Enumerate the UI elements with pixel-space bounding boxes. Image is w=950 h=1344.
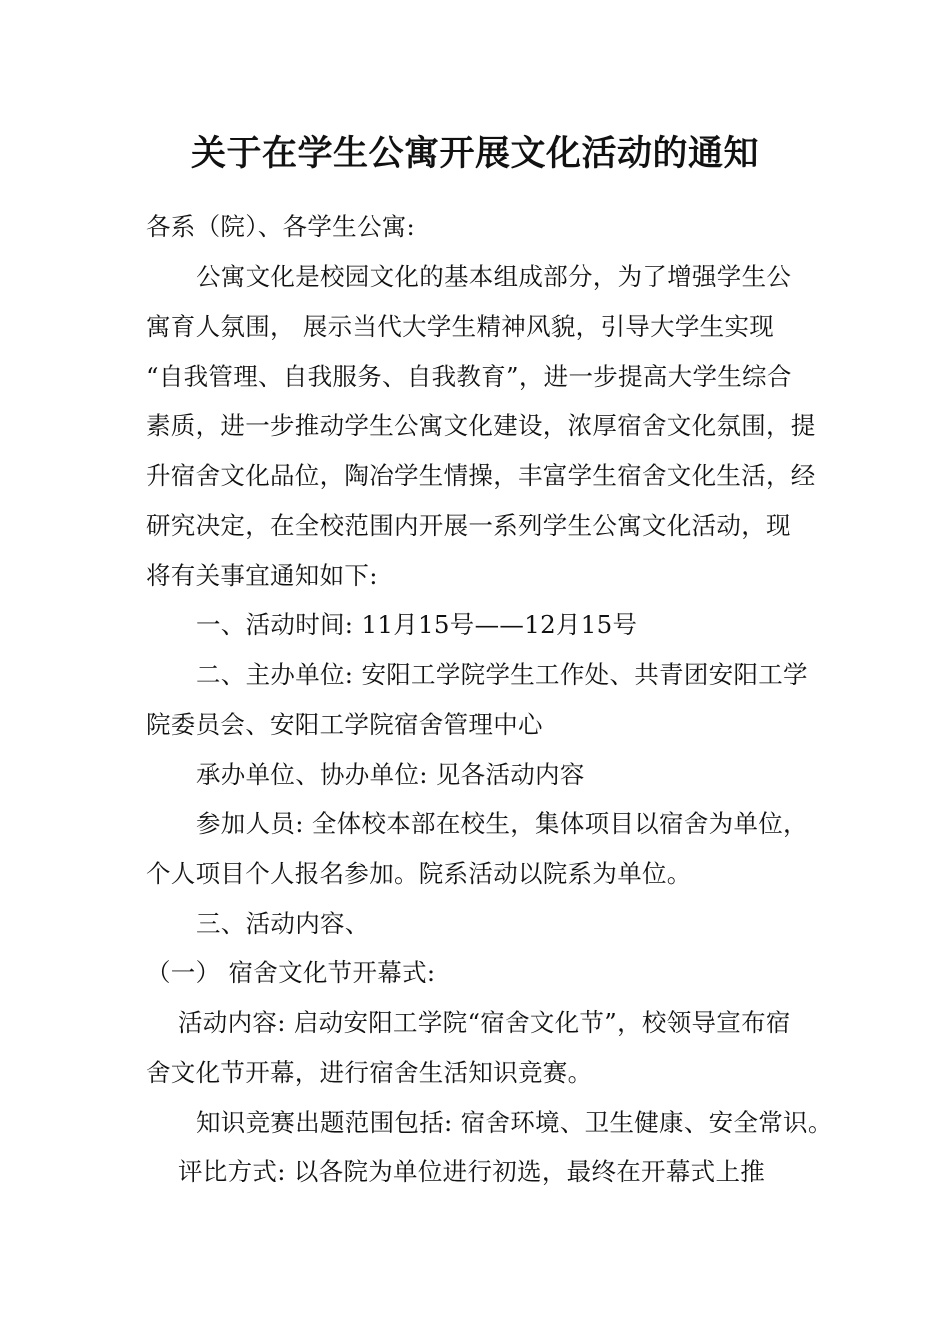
document-title: 关于在学生公寓开展文化活动的通知 xyxy=(190,133,759,174)
paragraph-line: 公寓文化是校园文化的基本组成部分，为了增强学生公 xyxy=(196,262,792,291)
paragraph-line: 将有关事宜通知如下: xyxy=(146,561,378,590)
host-units-line: 二、主办单位: 安阳工学院学生工作处、共青团安阳工学 xyxy=(196,660,808,689)
activity-content-line: 舍文化节开幕，进行宿舍生活知识竞赛。 xyxy=(146,1058,593,1087)
activity-content-line: 活动内容: 启动安阳工学院“宿舍文化节”，校领导宣布宿 xyxy=(178,1008,791,1037)
paragraph-line: 升宿舍文化品位，陶冶学生情操，丰富学生宿舍文化生活，经 xyxy=(146,461,816,490)
paragraph-line: 素质，进一步推动学生公寓文化建设，浓厚宿舍文化氛围，提 xyxy=(146,411,816,440)
host-units-line: 院委员会、安阳工学院宿舍管理中心 xyxy=(146,710,543,739)
paragraph-line: 研究决定，在全校范围内开展一系列学生公寓文化活动，现 xyxy=(146,511,791,540)
subsection-heading: （一） 宿舍文化节开幕式: xyxy=(146,958,436,987)
quiz-scope: 知识竞赛出题范围包括: 宿舍环境、卫生健康、安全常识。 xyxy=(196,1108,833,1137)
participants-line: 个人项目个人报名参加。院系活动以院系为单位。 xyxy=(146,859,692,888)
activity-time: 一、活动时间: 11月15号——12月15号 xyxy=(196,610,638,639)
paragraph-line: “自我管理、自我服务、自我教育”，进一步提高大学生综合 xyxy=(146,362,792,391)
evaluation-method: 评比方式: 以各院为单位进行初选，最终在开幕式上推 xyxy=(178,1157,766,1186)
salutation: 各系（院）、各学生公寓: xyxy=(146,212,416,241)
section-heading: 三、活动内容、 xyxy=(196,909,370,938)
organizer-units: 承办单位、协办单位: 见各活动内容 xyxy=(196,760,585,789)
paragraph-line: 寓育人氛围， 展示当代大学生精神风貌，引导大学生实现 xyxy=(146,312,775,341)
participants-line: 参加人员: 全体校本部在校生，集体项目以宿舍为单位， xyxy=(196,809,808,838)
